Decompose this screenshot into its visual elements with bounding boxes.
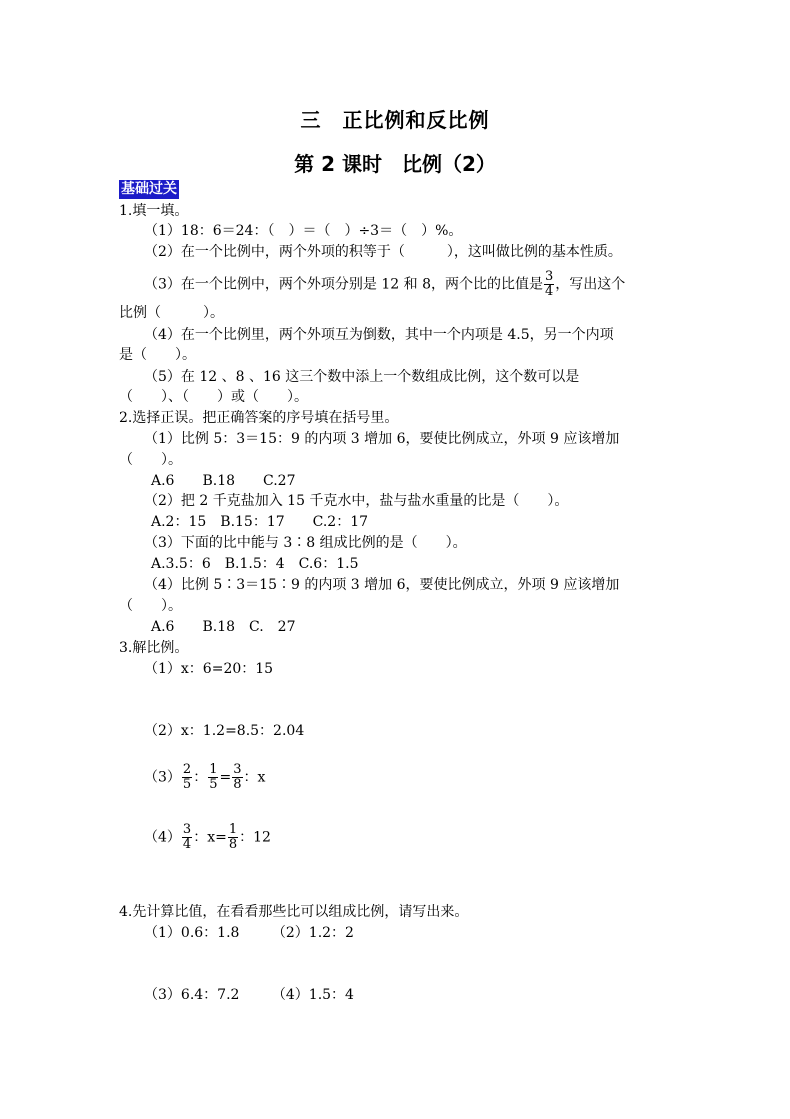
section-badge: 基础过关 xyxy=(121,181,177,197)
q1-item-3-cont: 比例（ ）。 xyxy=(119,305,224,321)
q1-item-2: （2）在一个比例中，两个外项的积等于（ ），这叫做比例的基本性质。 xyxy=(144,244,622,260)
q1-item-4: （4）在一个比例里，两个外项互为倒数，其中一个内项是 4.5，另一个内项 xyxy=(144,327,614,343)
q2-item-1-cont: （ ）。 xyxy=(119,452,182,468)
q1-item-1: （1）18：6＝24：（ ）＝（ ）÷3＝（ ）%。 xyxy=(144,223,463,239)
q1-item-3 xyxy=(144,270,625,299)
fraction-denominator: 5 xyxy=(182,777,192,792)
q3-item-4-tail: ：12 xyxy=(239,829,271,846)
fraction-denominator: 4 xyxy=(544,284,554,299)
q4-row-2: （3）6.4：7.2 （4）1.5：4 xyxy=(144,987,354,1003)
q3-item-3-fraction-1 xyxy=(182,763,192,792)
q2-item-2: （2）把 2 千克盐加入 15 千克水中，盐与盐水重量的比是（ ）。 xyxy=(144,493,569,509)
q2-options-3: A.3.5：6 B.1.5：4 C.6：1.5 xyxy=(151,556,359,572)
equals-sign: = xyxy=(219,769,232,786)
q3-item-1: （1）x：6=20：15 xyxy=(144,661,274,677)
lesson-subtitle: 第 2 课时 比例（2） xyxy=(294,152,496,176)
q1-header: 1.填一填。 xyxy=(119,203,189,219)
q3-item-3-fraction-3 xyxy=(232,763,242,792)
q2-options-4: A.6 B.18 C. 27 xyxy=(151,619,296,635)
q3-item-4-label: （4） xyxy=(144,829,181,846)
ratio-colon: ： xyxy=(193,769,208,786)
q2-item-3: （3）下面的比中能与 3∶8 组成比例的是（ ）。 xyxy=(144,535,467,551)
q2-options-2: A.2：15 B.15：17 C.2：17 xyxy=(151,514,369,530)
q2-options-1: A.6 B.18 C.27 xyxy=(151,473,296,489)
q1-item-3-fraction xyxy=(544,270,554,299)
fraction-numerator: 1 xyxy=(209,762,218,777)
q1-item-5: （5）在 12 、8 、16 这三个数中添上一个数组成比例，这个数可以是 xyxy=(144,369,580,385)
q3-item-4-fraction-2 xyxy=(228,823,238,852)
page-title: 三 正比例和反比例 xyxy=(300,108,490,132)
fraction-numerator: 3 xyxy=(544,269,554,284)
fraction-numerator: 1 xyxy=(228,822,238,837)
q3-header: 3.解比例。 xyxy=(119,640,189,656)
q2-header: 2.选择正误。把正确答案的序号填在括号里。 xyxy=(119,410,399,426)
q1-item-3-text-a: （3）在一个比例中，两个外项分别是 12 和 8，两个比的比值是 xyxy=(144,276,543,293)
q1-item-3-text-b: ，写出这个 xyxy=(555,276,626,293)
fraction-numerator: 3 xyxy=(182,822,192,837)
q2-item-4-cont: （ ）。 xyxy=(119,598,182,614)
fraction-numerator: 2 xyxy=(182,762,192,777)
q3-item-3-tail: ：x xyxy=(243,769,266,786)
q3-item-4 xyxy=(144,823,271,852)
q1-item-4-cont: 是（ ）。 xyxy=(119,347,196,363)
q4-header: 4.先计算比值，在看看那些比可以组成比例，请写出来。 xyxy=(119,904,469,920)
fraction-numerator: 3 xyxy=(233,762,242,777)
fraction-denominator: 4 xyxy=(182,837,192,852)
fraction-denominator: 5 xyxy=(209,777,218,792)
q3-item-3-label: （3） xyxy=(144,769,181,786)
fraction-denominator: 8 xyxy=(228,837,238,852)
q3-item-4-mid: ：x= xyxy=(193,829,227,846)
fraction-denominator: 8 xyxy=(233,777,242,792)
q4-row-1: （1）0.6：1.8 （2）1.2：2 xyxy=(144,925,354,941)
q1-item-5-cont: （ ）、（ ）或（ ）。 xyxy=(119,389,308,405)
q3-item-2: （2）x：1.2=8.5：2.04 xyxy=(144,723,305,739)
q2-item-1: （1）比例 5：3＝15：9 的内项 3 增加 6，要使比例成立，外项 9 应该增加 xyxy=(144,431,620,447)
q3-item-3 xyxy=(144,763,265,792)
q3-item-3-fraction-2 xyxy=(208,763,218,792)
q3-item-4-fraction-1 xyxy=(182,823,192,852)
q2-item-4: （4）比例 5∶3＝15∶9 的内项 3 增加 6，要使比例成立，外项 9 应该增加 xyxy=(144,577,620,593)
